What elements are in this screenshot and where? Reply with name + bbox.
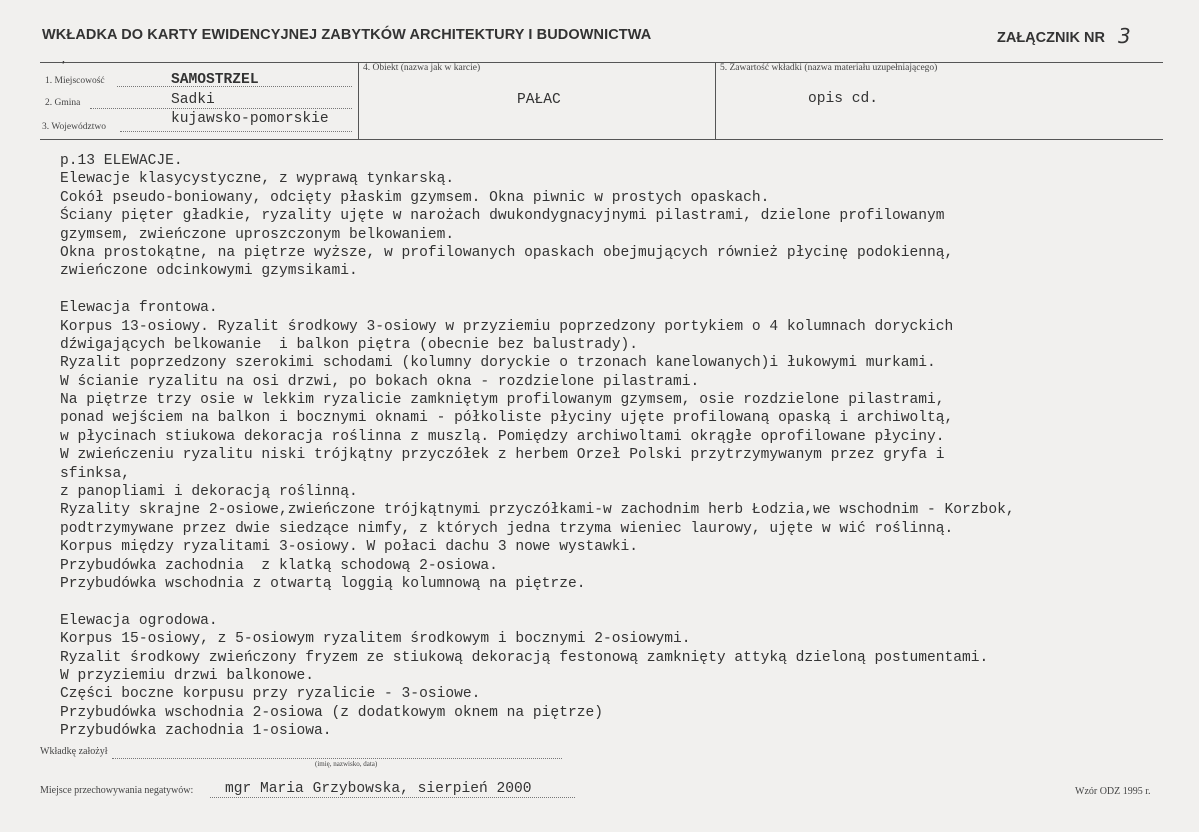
body-line: z panopliami i dekoracją roślinną.	[60, 484, 358, 501]
annex-number: 3	[1118, 24, 1131, 48]
annex-label: ZAŁĄCZNIK NR	[997, 30, 1105, 46]
obiekt-value: PAŁAC	[517, 92, 561, 108]
wkladke-label: Wkładkę założył	[40, 746, 108, 757]
body-line: Ryzalit poprzedzony szerokimi schodami (kolumny doryckie o trzonach kanelowanych)i łukowymi murkami.	[60, 355, 936, 372]
body-line: gzymsem, zwieńczone uproszczonym belkowaniem.	[60, 226, 455, 243]
body-line: Ryzality skrajne 2-osiowe,zwieńczone trójkątnymi przyczółkami-w zachodnim herb Łodzia,we wschodnim - Korzbok,	[60, 502, 1015, 519]
body-line: podtrzymywane przez dwie siedzące nimfy, z których jedna trzyma wieniec laurowy, ujęte w wić roślinną.	[60, 520, 954, 537]
box-top-line	[40, 62, 1163, 63]
wojewodztwo-label: 3. Województwo	[42, 122, 106, 132]
body-line: ponad wejściem na balkon i bocznymi oknami - półkoliste płyciny ujęte profilowaną opaską i archiwoltą,	[60, 410, 954, 427]
miejscowosc-value: SAMOSTRZEL	[171, 72, 259, 88]
body-line: Elewacje klasycystyczne, z wyprawą tynkarską.	[60, 171, 455, 188]
zawartosc-value: opis cd.	[808, 91, 879, 107]
description-body	[60, 152, 1170, 741]
body-line: Na piętrze trzy osie w lekkim ryzalicie zamkniętym profilowanym gzymsem, osie rozdzielone pilastrami,	[60, 392, 945, 409]
gmina-value: Sadki	[171, 92, 215, 108]
body-line: W ścianie ryzalitu na osi drzwi, po bokach okna - rozdzielone pilastrami.	[60, 373, 700, 390]
wojewodztwo-value: kujawsko-pomorskie	[171, 111, 329, 127]
body-line: dźwigających belkowanie i balkon piętra (obecnie bez balustrady).	[60, 336, 639, 353]
body-line	[60, 281, 1170, 299]
body-line: Przybudówka zachodnia 1-osiowa.	[60, 723, 332, 740]
body-line: Korpus 15-osiowy, z 5-osiowym ryzalitem środkowym i bocznymi 2-osiowymi.	[60, 631, 691, 648]
body-line: sfinksa,	[60, 465, 131, 482]
body-line: Okna prostokątne, na piętrze wyższe, w profilowanych opaskach obejmujących również płycinę podokienną,	[60, 244, 954, 261]
form-template-id: Wzór ODZ 1995 r.	[1075, 786, 1151, 797]
tick-mark: ,	[62, 51, 65, 65]
gmina-label: 2. Gmina	[45, 98, 81, 108]
negatives-dots	[210, 797, 575, 798]
box-bottom-line	[40, 139, 1163, 140]
body-line: Elewacja frontowa.	[60, 300, 218, 317]
gmina-dots	[90, 108, 352, 109]
author-value: mgr Maria Grzybowska, sierpień 2000	[225, 781, 532, 797]
obiekt-label: 4. Obiekt (nazwa jak w karcie)	[363, 63, 481, 73]
body-line: Cokół pseudo-boniowany, odcięty płaskim gzymsem. Okna piwnic w prostych opaskach.	[60, 189, 770, 206]
body-line: W zwieńczeniu ryzalitu niski trójkątny przyczółek z herbem Orzeł Polski przytrzymywanym przez gryfa i	[60, 447, 945, 464]
body-line: Części boczne korpusu przy ryzalicie - 3-osiowe.	[60, 686, 481, 703]
body-line: Korpus 13-osiowy. Ryzalit środkowy 3-osiowy w przyziemiu poprzedzony portykiem o 4 kolumnach doryckich	[60, 318, 954, 335]
body-line: Przybudówka zachodnia z klatką schodową 2-osiowa.	[60, 557, 498, 574]
box-divider-2	[715, 62, 716, 140]
body-line: Elewacja ogrodowa.	[60, 612, 218, 629]
body-line: W przyziemiu drzwi balkonowe.	[60, 667, 314, 684]
zawartosc-label: 5. Zawartość wkładki (nazwa materiału uzupełniającego)	[720, 63, 938, 73]
body-line: zwieńczone odcinkowymi gzymsikami.	[60, 263, 358, 280]
wojewodztwo-dots	[120, 131, 352, 132]
author-hint: (imię, nazwisko, data)	[315, 760, 378, 768]
body-line: Ryzalit środkowy zwieńczony fryzem ze stiukową dekoracją festonową zamknięty attyką dzieloną postumentami.	[60, 649, 989, 666]
body-line: Przybudówka wschodnia 2-osiowa (z dodatkowym oknem na piętrze)	[60, 704, 603, 721]
body-line	[60, 593, 1170, 611]
body-line: p.13 ELEWACJE.	[60, 153, 183, 169]
box-divider-1	[358, 62, 359, 140]
body-line: w płycinach stiukowa dekoracja roślinna z muszlą. Pomiędzy archiwoltami okrągłe oprofilowane płyciny.	[60, 428, 945, 445]
body-line: Korpus między ryzalitami 3-osiowy. W połaci dachu 3 nowe wystawki.	[60, 539, 639, 556]
negatives-label: Miejsce przechowywania negatywów:	[40, 785, 194, 796]
body-line: Przybudówka wschodnia z otwartą loggią kolumnową na piętrze.	[60, 575, 586, 592]
miejscowosc-label: 1. Miejscowość	[45, 76, 105, 86]
body-line: Ściany pięter gładkie, ryzality ujęte w narożach dwukondygnacyjnymi pilastrami, dzielone profilowanym	[60, 208, 945, 225]
form-title: WKŁADKA DO KARTY EWIDENCYJNEJ ZABYTKÓW ARCHITEKTURY I BUDOWNICTWA	[42, 27, 652, 43]
wkladke-dots	[112, 758, 562, 759]
